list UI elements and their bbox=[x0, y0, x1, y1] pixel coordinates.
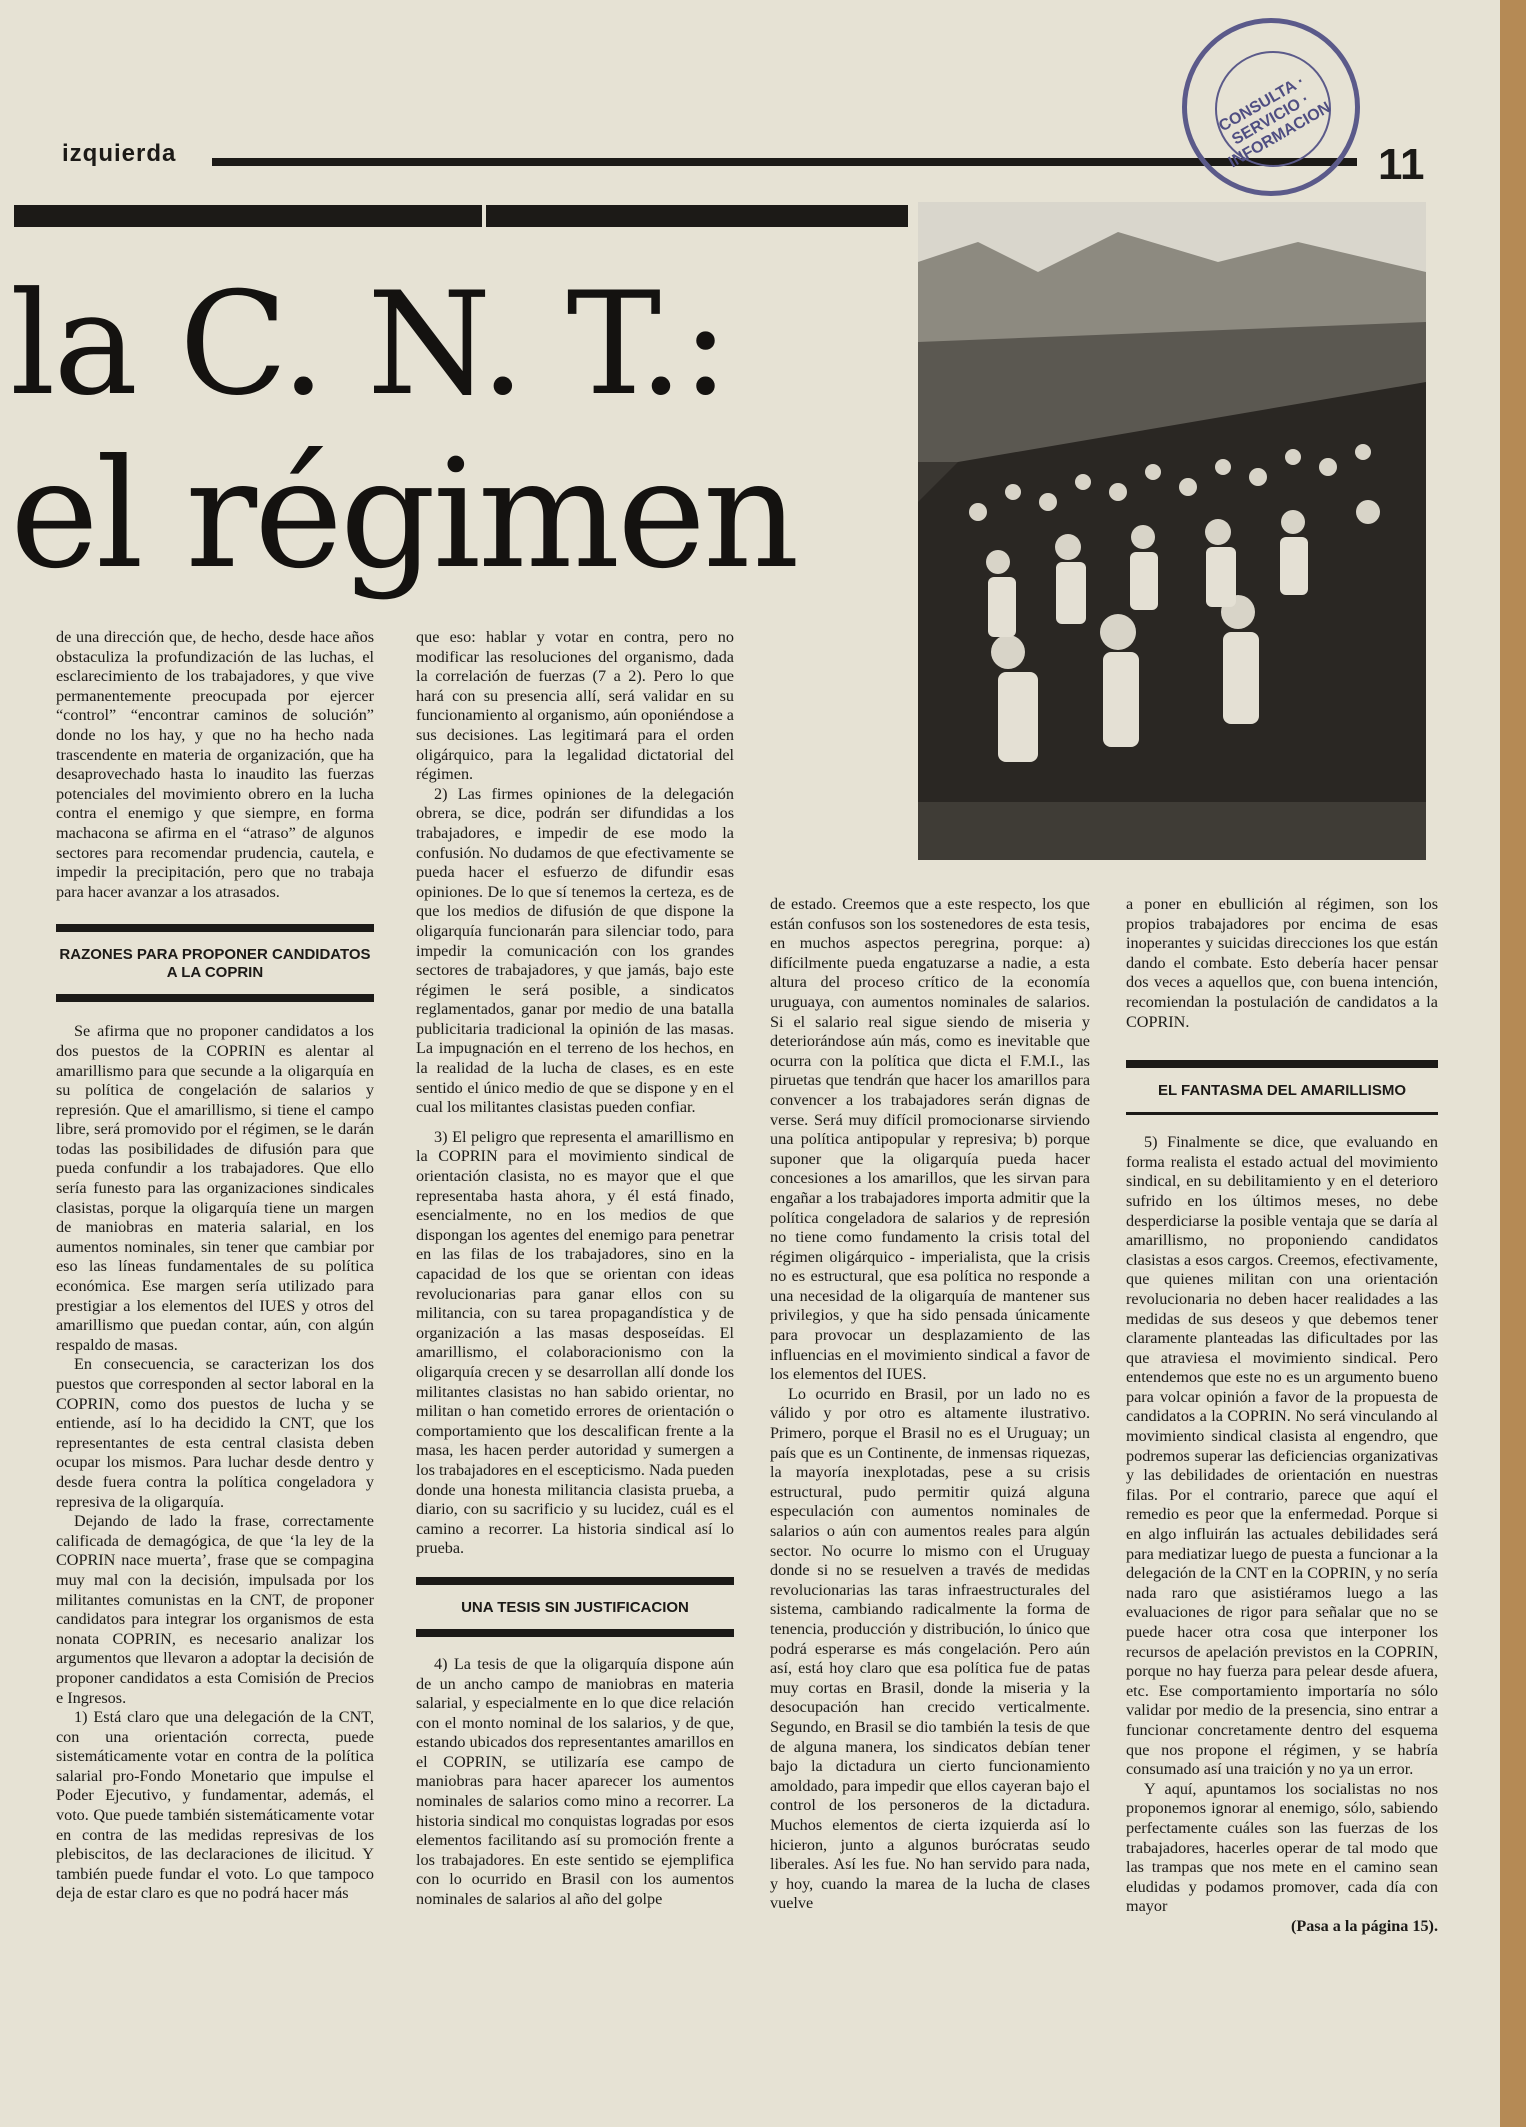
title-bar-right bbox=[486, 205, 908, 227]
title-bar-left bbox=[14, 205, 482, 227]
col1-paragraph-1: de una dirección que, de hecho, desde hace años obstaculiza la profundización de las luchas, el esclarecimiento de los trabajadores, y que vive permanentemente preocupada por ejercer “control” “encontrar caminos de solución” donde no los hay, y que no ha hecho nada trascendente en materia de organización, que ha desaprovechado hasta lo inaudito las fuerzas potenciales del movimiento obrero en la lucha contra el enemigo y que siempre, en forma machacona se afirma en el “atraso” de algunos sectores para recomendar prudencia, cautela, e impedir la precipitación, pero que no trabaja para hacer avanzar a los atrasados. bbox=[56, 628, 374, 901]
col4-paragraph-2: 5) Finalmente se dice, que evaluando en forma realista el estado actual del movimiento sindical, en su debilitamiento y en el deterioro sufrido en los últimos meses, no debe desperdiciarse la posible ventaja que se daría al amarillismo, no proponiendo candidatos clasistas a esos cargos. Creemos, efectivamente, que quienes militan con una orientación revolucionaria no deben hacer realidades a las medidas de sus deseos y que debemos tener claramente planteadas las dificultades por las que atraviesa el movimiento sindical. Pero entendemos que este no es un argumento bueno para volcar opinión a favor de la propuesta de candidatos a la COPRIN. No será vinculando al movimiento sindical clasista al engendro, que podremos superar las deficiencias organizativas y las debilidades de orientación en nuestras filas. Por el contrario, parece que aquí el remedio es peor que la enfermedad. Porque si en algo influirán las actuales debilidades será para mediatizar luego de puesta a funcionar a la delegación de la CNT en la COPRIN, y no sería nada raro que asistiéramos luego a las evaluaciones de rigor para señalar que no se puede hacer otra cosa que interponer los recursos de apelación previstos en la COPRIN, porque no hay fuerza para pelear desde afuera, etc. Ese comportamiento importaría no sólo validar por medio de la presencia, sino entrar a funcionar concretamente dentro del esquema que nos propone el régimen, y se habría consumado así una traición y no ya un error. bbox=[1126, 1133, 1438, 1779]
col3-paragraph-2: Lo ocurrido en Brasil, por un lado no es válido y por otro es altamente ilustrativo. Primero, porque el Brasil no es el Uruguay; un país que es un Continente, de inmensas riquezas, la mayoría inexplotadas, pese a su crisis estructural, pudo permitir quizá alguna especulación con aumentos nominales de salarios o aún con aumentos reales para algún sector. No ocurre lo mismo con el Uruguay donde si no se resuelven a través de medidas revolucionarias las taras infraestructurales del sistema, cambiando radicalmente la forma de tenencia, producción y distribución, lo único que podrá esperarse es más congelación. Pero aún así, está hoy claro que esa política fue de patas muy cortas en Brasil, donde la miseria y la desocupación han crecido verticalmente. Segundo, en Brasil se dio también la tesis de que de alguna manera, los sindicatos debían tener bajo la dictadura un cierto funcionamiento amoldado, para impedir que ellos cayeran bajo el control de los personeros de la dictadura. Muchos elementos de cierta izquierda así lo hicieron, junto a algunos burócratas seudo liberales. Así les fue. No han servido para nada, y hoy, cuando la marea de la lucha de clases vuelve bbox=[770, 1384, 1090, 1913]
column-1 bbox=[56, 628, 374, 1904]
col4-paragraph-3: Y aquí, apuntamos los socialistas no nos proponemos ignorar al enemigo, sólo, sabiendo perfectamente cuáles son las fuerzas de los trabajadores, hacerles operar de tal modo que las trampas que nos mete en el camino sean eludidas y podamos promover, cada día con mayor bbox=[1126, 1779, 1438, 1916]
col2-paragraph-1: que eso: hablar y votar en contra, pero no modificar las resoluciones del organismo, dada la correlación de fuerzas (7 a 2). Pero lo que hará con su presencia allí, será validar en su funcionamiento al organismo, aún oponiéndose a sus decisiones. Las legitimará para el orden oligárquico, para la legalidad dictatorial del régimen. bbox=[416, 628, 734, 784]
crowd-photo-icon bbox=[918, 202, 1426, 860]
column-4 bbox=[1126, 895, 1438, 1937]
col2-rule-bottom bbox=[416, 1629, 734, 1637]
col1-paragraph-5: 1) Está claro que una delegación de la CNT, con una orientación correcta, puede sistemáticamente votar en contra de la política salarial pro-Fondo Monetario que impulse el Poder Ejecutivo, y fundamentar, además, el voto. Que puede también sistemáticamente votar en contra de las medidas represivas de los plebiscitos, de las declaraciones de ilicitud. Y también puede fundar el voto. Lo que tampoco deja de estar claro es que no podrá hacer más bbox=[56, 1708, 374, 1903]
col2-rule-top bbox=[416, 1577, 734, 1585]
header-rule bbox=[212, 158, 1357, 166]
col2-paragraph-2: 2) Las firmes opiniones de la delegación obrera, se dice, podrán ser difundidas a los trabajadores, e impedir de ese modo la confusión. No dudamos de que efectivamente se pueda hacer el esfuerzo de difundir esas opiniones. De lo que sí tenemos la certeza, es de que los medios de difusión de que dispone la oligarquía funcionarán para silenciar todo, para impedir la comunicación con los grandes sectores de trabajadores, y que jamás, bajo este régimen le será posible, a sindicatos reglamentados, ganar por medio de una batalla publicitaria tradicional la opinión de las masas. La impugnación en el terreno de los hechos, en la realidad de la lucha de clases, es en este sentido el único medio de que se dispone y en el cual los militantes clasistas pueden confiar. bbox=[416, 784, 734, 1117]
stamp-text: CONSULTA · SERVICIO · INFORMACION bbox=[1216, 72, 1334, 172]
column-2 bbox=[416, 628, 734, 1910]
col1-paragraph-4: Dejando de lado la frase, correctamente calificada de demagógica, de que ‘la ley de la COPRIN nace muerta’, frase que se compagina muy mal con la decisión, impulsada por los militantes comunistas en la CNT, de proponer candidatos para integrar los organismos de esta nonata COPRIN, es necesario analizar los argumentos que llevaron a adoptar la decisión de proponer candidatos a esta Comisión de Precios e Ingresos. bbox=[56, 1512, 374, 1707]
page-number: 11 bbox=[1378, 140, 1425, 189]
col1-paragraph-2: Se afirma que no proponer candidatos a los dos puestos de la COPRIN es alentar al amarillismo para que secunde a la oligarquía en su política de congelación de salarios y represión. Que el amarillismo, si tiene el campo libre, será promovido por el régimen, se le darán todas las posibilidades de difusión para que pueda confundir a los trabajadores. Que ello sería funesto para las organizaciones sindicales clasistas, porque la oligarquía tiene un margen de maniobras en materia salarial, en los aumentos nominales, sin tener que cambiar por eso las líneas fundamentales de su política económica. Ese margen sería utilizado para prestigiar a los elementos del IUES y otros del amarillismo que puedan contar, aún, con algún respaldo de masas. bbox=[56, 1022, 374, 1354]
col1-rule-bottom bbox=[56, 994, 374, 1002]
col1-paragraph-3: En consecuencia, se caracterizan los dos puestos que corresponden al sector laboral en la COPRIN, como dos puestos de lucha y se entiende, así lo ha decidido la CNT, que los representantes de esta central clasista deben ocupar los mismos. Para luchar desde dentro y desde fuera contra la política congeladora y represiva de la oligarquía. bbox=[56, 1355, 374, 1511]
col1-rule-top bbox=[56, 924, 374, 932]
col4-rule-top bbox=[1126, 1060, 1438, 1068]
col4-paragraph-1: a poner en ebullición al régimen, son los propios trabajadores por encima de esas inoperantes y suicidas direcciones los que están dando el combate. Esto debería hacer pensar dos veces a aquellos que, con buena intención, recomiendan la postulación de candidatos a la COPRIN. bbox=[1126, 895, 1438, 1031]
column-3 bbox=[770, 895, 1090, 1914]
col1-subheading: RAZONES PARA PROPONER CANDIDATOS A LA COPRIN bbox=[59, 946, 371, 982]
headline-line-1: la C. N. T.: bbox=[10, 262, 728, 427]
headline-line-2: el régimen bbox=[10, 428, 797, 602]
col2-paragraph-3: 3) El peligro que representa el amarillismo en la COPRIN para el movimiento sindical de orientación clasista, no es mayor que el que representaba hasta ahora, y él está finado, esencialmente, no en los medios de que dispongan los agentes del enemigo para penetrar en las filas de los trabajadores, sino en la capacidad de los que se orientan con ideas revolucionarias para ganar ellos con su militancia, con su tarea propagandística y de organización a las masas desposeídas. El amarillismo, el colaboracionismo con la oligarquía crecen y se desarrollan allí donde los militantes clasistas no han sabido orientar, no militan o han cometido errores de orientación o comportamiento que los descalifican frente a la masa, les hacen perder autoridad y sumergen a los trabajadores en el escepticismo. Nada pueden donde una honesta militancia clasista prueba, a diario, con su sacrificio y su lucidez, cuál es el camino a recorrer. La historia sindical así lo prueba. bbox=[416, 1127, 734, 1558]
col3-paragraph-1: de estado. Creemos que a este respecto, los que están confusos son los sostenedores de esta tesis, en muchos aspectos peregrina, porque: a) difícilmente pueda engatuzarse a nadie, a esta altura del proceso crítico de la economía uruguaya, con aumentos nominales de salarios. Si el salario real sigue siendo de miseria y deteriorándose aún más, como es inevitable que ocurra con la política que dicta el F.M.I., las piruetas que tendrán que hacer los amarillos para convencer a los trabajadores serán dignas de verse. Será muy difícil promocionarse sirviendo una política antipopular y represiva; b) porque suponer que la oligarquía pueda hacer concesiones a los amarillos, que les sirvan para engañar a los trabajadores importa admitir que la política congeladora de salarios y de represión no tiene como fundamento la crisis total del régimen oligárquico - imperialista, que la crisis no es estructural, que esa política no responde a una necesidad de la oligarquía de mantener sus privilegios, y que ha sido pensada únicamente para provocar un desplazamiento de las influencias en el movimiento sindical a favor de los elementos del IUES. bbox=[770, 895, 1090, 1384]
continued-note: (Pasa a la página 15). bbox=[1290, 1916, 1438, 1935]
col2-subheading: UNA TESIS SIN JUSTIFICACION bbox=[461, 1598, 689, 1616]
archive-stamp bbox=[1182, 18, 1360, 196]
page-edge bbox=[1500, 0, 1526, 2127]
col4-subheading: EL FANTASMA DEL AMARILLISMO bbox=[1157, 1082, 1407, 1100]
section-title: izquierda bbox=[62, 140, 177, 167]
col2-paragraph-4: 4) La tesis de que la oligarquía dispone aún de un ancho campo de maniobras en materia salarial, y especialmente en lo que dice relación con el monto nominal de los salarios, y de que, estando ubicados dos representantes amarillos en el COPRIN, se utilizaría ese campo de maniobras para hacer aparecer los aumentos nominales de salarios como mino a recorrer. La historia sindical mo conquistas logradas por esos elementos facilitando así su promoción frente a los trabajadores. En este sentido se ejemplifica con lo ocurrido en Brasil con los aumentos nominales de salarios al año del golpe bbox=[416, 1654, 734, 1909]
crowd-photo bbox=[918, 202, 1426, 860]
